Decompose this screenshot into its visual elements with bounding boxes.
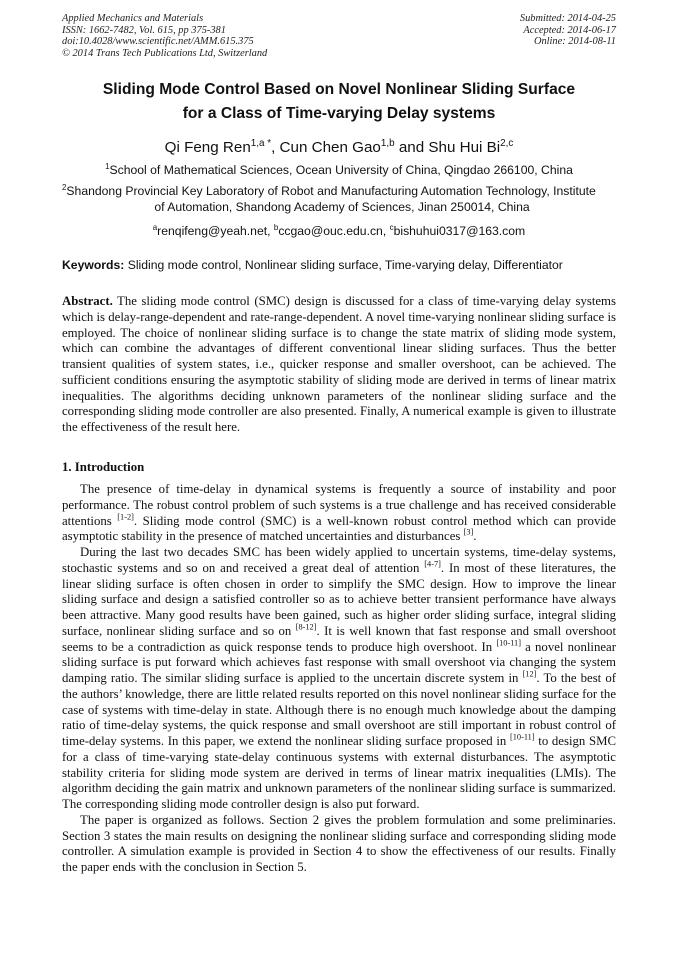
keywords-label: Keywords: [62, 258, 125, 272]
intro-p2-text-c: . It is well known that fast response and small overshoot seems to be a contradiction as quick response tends to produce high overshoot. In [62, 623, 617, 654]
author-1-marker: 1,a * [250, 137, 272, 149]
citation-10-11-b[interactable]: [10-11] [509, 732, 535, 742]
affiliation-1-text: School of Mathematical Sciences, Ocean University of China, Qingdao 266100, China [109, 163, 573, 177]
email-a-marker: a [152, 222, 158, 232]
author-list [0, 139, 678, 156]
citation-1-2[interactable]: [1-2] [117, 512, 134, 522]
citation-10-11[interactable]: [10-11] [496, 638, 521, 648]
issn-line: ISSN: 1662-7482, Vol. 615, pp 375-381 [62, 24, 226, 36]
author-3-marker: 2,c [500, 137, 514, 149]
email-list [0, 224, 678, 240]
doi-line: doi:10.4028/www.scientific.net/AMM.615.375 [62, 36, 254, 48]
intro-p2-text-b: . In most of these literatures, the linear sliding surface is often chosen in order to simplify the SMC design. How to improve the linear sliding surface and design a satisfied controller so as to achieve better transient performance have always been attractive. Many good results have been gained, such as higher order sliding surface, integral sliding surface, nonlinear sliding surface and so on [62, 560, 616, 638]
section-heading-introduction: 1. Introduction [62, 460, 145, 474]
online-date: Online: 2014-08-11 [533, 36, 616, 48]
intro-p1-text-b: . Sliding mode control (SMC) is a well-known robust control method which can provide asymptotic stability in the presence of matched uncertainties and disturbances [62, 513, 616, 544]
citation-12[interactable]: [12] [522, 669, 537, 679]
journal-name: Applied Mechanics and Materials [62, 13, 204, 24]
intro-p1-text-a: The presence of time-delay in dynamical systems is frequently a source of instability and poor performance. The robust control problem of such systems is a true challenge and has received considerable attentions [62, 482, 616, 528]
affiliation-2-number: 2 [62, 182, 67, 192]
email-a[interactable]: renqifeng@yeah.net, [157, 224, 274, 238]
intro-p1-text-c: . [473, 529, 477, 544]
title-line-1: Sliding Mode Control Based on Novel Nonlinear Sliding Surface [102, 81, 576, 98]
author-2: , Cun Chen Gao [271, 139, 381, 156]
affiliation-1 [0, 163, 678, 179]
journal-header [62, 13, 267, 59]
dates-header [520, 13, 616, 48]
abstract-label: Abstract. [62, 294, 113, 308]
affiliation-2 [62, 184, 622, 215]
email-c[interactable]: bishuhui0317@163.com [393, 224, 526, 238]
intro-p2-text-a: During the last two decades SMC has been widely applied to uncertain systems, time-delay systems, stochastic systems and so on and received a great deal of attention [62, 545, 616, 575]
author-1: Qi Feng Ren [164, 139, 251, 156]
abstract-text: The sliding mode control (SMC) design is discussed for a class of time-varying delay systems which is delay-range-dependent and rate-range-dependent. A novel time-varying nonlinear sliding surface is employed. The choice of nonlinear sliding surface is to change the state matrix of sliding mode system, which can combine the advantages of different conventional linear sliding surfaces. Thus the better transient qualities of system states, i.e., quicker response and smaller overshoot, can be achieved. The sufficient conditions ensuring the asymptotic stability of sliding mode are derived in terms of linear matrix inequalities. The algorithms deciding unknown parameters of the nonlinear sliding surface and the corresponding sliding mode controller are also presented. Finally, A numerical example is given to illustrate the effectiveness of the result here. [62, 294, 616, 434]
keywords [62, 258, 563, 272]
abstract [62, 294, 616, 436]
author-2-marker: 1,b [380, 137, 395, 149]
citation-4-7[interactable]: [4-7] [424, 559, 441, 569]
copyright-line: © 2014 Trans Tech Publications Ltd, Switzerland [62, 47, 268, 59]
affiliation-2-line-2: of Automation, Shandong Academy of Sciences, Jinan 250014, China [154, 199, 530, 214]
intro-paragraph-1 [62, 482, 616, 545]
citation-3[interactable]: [3] [463, 527, 474, 537]
email-b-marker: b [273, 222, 279, 232]
citation-8-12[interactable]: [8-12] [295, 622, 317, 632]
title-line-2: for a Class of Time-varying Delay systems [182, 105, 496, 122]
keywords-text: Sliding mode control, Nonlinear sliding surface, Time-varying delay, Differentiator [124, 258, 563, 272]
email-c-marker: c [389, 222, 394, 232]
intro-p2-text-f: to design SMC for a class of time-varying state-delay continuous systems with external disturbances. The asymptotic stability criteria for sliding mode system are derived in terms of linear matrix inequalities (LMIs). The algorithm deciding the gain matrix and unknown parameters of the nonlinear sliding surface is summarized. The corresponding sliding mode controller design is also put forward. [62, 734, 616, 811]
submitted-date: Submitted: 2014-04-25 [519, 13, 616, 24]
accepted-date: Accepted: 2014-06-17 [523, 24, 616, 36]
intro-p2-text-d: a novel nonlinear sliding surface is put forward which achieves fast response with small overshoot via changing the system damping ratio. The similar sliding surface is applied to the uncertain discrete system in [62, 639, 616, 685]
email-b[interactable]: ccgao@ouc.edu.cn, [278, 224, 390, 238]
introduction-body [62, 482, 616, 876]
intro-p2-text-e: . To the best of the authors’ knowledge, there are little related results reported on this novel nonlinear sliding surface for the case of systems with time-delay in state. Although there is no enough much knowledge about the damping ratio of time-delay systems, the quick response and small overshoot are still important in robust control of time-delay systems. In this paper, we extend the nonlinear sliding surface proposed in [62, 671, 616, 748]
affiliation-2-line-1: Shandong Provincial Key Laboratory of Robot and Manufacturing Automation Technology, Institute [66, 184, 596, 198]
author-3: and Shu Hui Bi [394, 139, 501, 156]
intro-paragraph-2 [62, 545, 616, 813]
intro-paragraph-3: The paper is organized as follows. Section 2 gives the problem formulation and some preliminaries. Section 3 states the main results on designing the nonlinear sliding surface and corresponding sliding mode controller. A simulation example is provided in Section 4 to show the effectiveness of our results. Finally the paper ends with the conclusion in Section 5. [62, 812, 616, 874]
affiliation-1-number: 1 [105, 161, 110, 171]
